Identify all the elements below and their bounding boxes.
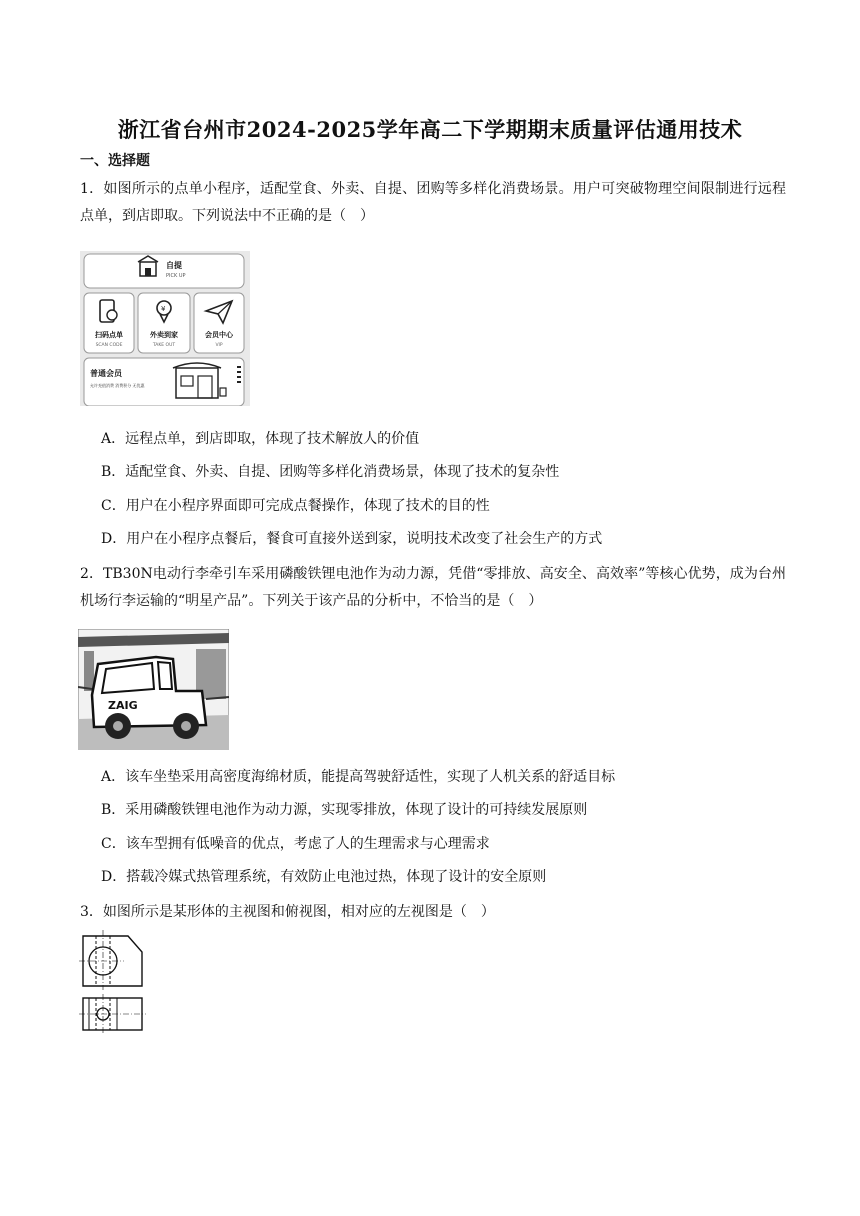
question-3-stem: 3．如图所示是某形体的主视图和俯视图，相对应的左视图是（ ） [80, 904, 495, 920]
pickup-sub: PICK UP [166, 273, 186, 279]
question-2-option-d: D．搭载冷媒式热管理系统，有效防止电池过热，体现了设计的安全原则 [101, 869, 547, 885]
svg-text:¥: ¥ [161, 305, 166, 313]
question-1-stem: 1．如图所示的点单小程序，适配堂食、外卖、自提、团购等多样化消费场景。用户可突破物理空间限制进行远程点单，到店即取。下列说法中不正确的是（ ） [80, 181, 786, 224]
question-1-option-a: A．远程点单，到店即取，体现了技术解放人的价值 [101, 431, 420, 447]
top-view [79, 994, 146, 1033]
question-2-stem: 2．TB30N电动行李牵引车采用磷酸铁锂电池作为动力源，凭借“零排放、高安全、高效率”等核心优势，成为台州机场行李运输的“明星产品”。下列关于该产品的分析中，不恰当的是（ ） [80, 566, 786, 609]
tile-label: 会员中心 [205, 331, 233, 339]
tractor-photo [78, 629, 229, 750]
tile-sub: VIP [215, 343, 223, 348]
question-1-option-b: B．适配堂食、外卖、自提、团购等多样化消费场景，体现了技术的复杂性 [101, 464, 560, 480]
orthographic-views-figure [76, 928, 152, 1034]
tile-label: 外卖到家 [150, 331, 178, 339]
section-heading: 一、选择题 [80, 153, 150, 169]
vehicle-text: ZAIG [108, 699, 138, 712]
question-2-option-a: A．该车坐垫采用高密度海绵材质，能提高驾驶舒适性，实现了人机关系的舒适目标 [101, 769, 616, 785]
question-1-option-c: C．用户在小程序界面即可完成点餐操作，体现了技术的目的性 [101, 498, 490, 514]
member-sub: 允许充值消费 消费积分 无优惠 [90, 383, 145, 388]
tile-sub: TAKE OUT [152, 343, 176, 348]
question-2-option-b: B．采用磷酸铁锂电池作为动力源，实现零排放，体现了设计的可持续发展原则 [101, 802, 588, 818]
question-1-option-d: D．用户在小程序点餐后，餐食可直接外送到家，说明技术改变了社会生产的方式 [101, 531, 603, 547]
mini-program-figure [80, 251, 250, 406]
tile-label: 扫码点单 [95, 331, 123, 339]
tile-sub: SCAN CODE [95, 343, 123, 348]
pickup-label: 自提 [166, 261, 182, 270]
question-2-option-c: C．该车型拥有低噪音的优点，考虑了人的生理需求与心理需求 [101, 836, 490, 852]
document-title: 浙江省台州市2024-2025学年高二下学期期末质量评估通用技术 [117, 117, 743, 142]
member-label: 普通会员 [90, 369, 122, 378]
front-view [79, 930, 142, 990]
